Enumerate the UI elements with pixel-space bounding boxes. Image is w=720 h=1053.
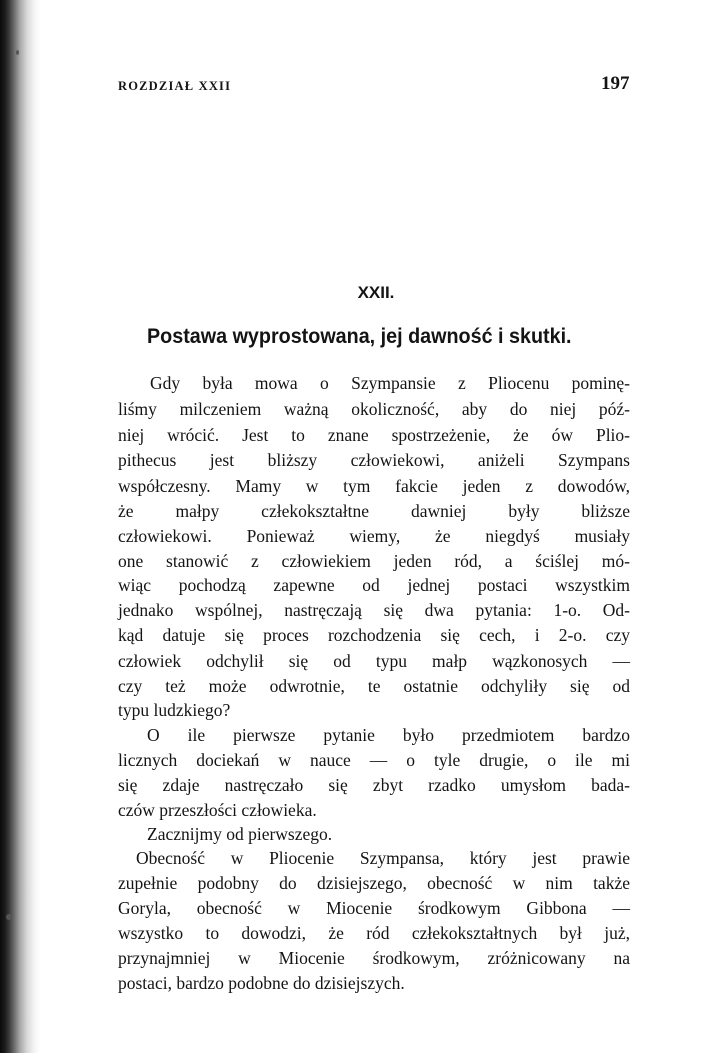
text-line: niej wrócić. Jest to znane spostrzeżenie, że ów Plio-	[118, 425, 630, 445]
text-line: Obecność w Pliocenie Szympansa, który jest prawie	[136, 848, 630, 868]
text-line: przynajmniej w Miocenie środkowym, zróżnicowany na	[118, 948, 630, 968]
text-line: kąd datuje się proces rozchodzenia się cech, i 2-o. czy	[118, 625, 630, 645]
text-line: pithecus jest bliższy człowiekowi, aniżeli Szympans	[118, 450, 630, 470]
text-line: się zdaje nastręczało się zbyt rzadko umysłom bada-	[118, 775, 630, 795]
text-line: czów przeszłości człowieka.	[118, 800, 317, 820]
text-line: człowiek odchylił się od typu małp wązkonosych —	[118, 651, 630, 671]
chapter-number: XXII.	[357, 283, 395, 302]
text-line: jednako wspólnej, nastręczają się dwa pytania: 1-o. Od-	[118, 600, 630, 620]
text-line: współczesny. Mamy w tym fakcie jeden z dowodów,	[118, 476, 630, 496]
text-line: Gdy była mowa o Szympansie z Pliocenu pominę-	[150, 373, 630, 393]
text-line: licznych dociekań w nauce — o tyle drugie, o ile mi	[118, 750, 630, 770]
page-binding-edge	[0, 0, 40, 1053]
scan-speck	[16, 50, 19, 55]
text-line: zupełnie podobny do dzisiejszego, obecność w nim także	[118, 873, 630, 893]
text-line: Zacznijmy od pierwszego.	[147, 824, 333, 844]
text-line: że małpy człekokształtne dawniej były bliższe	[118, 501, 630, 521]
text-line: wiąc pochodzą zapewne od jednej postaci wszystkim	[118, 575, 630, 595]
scan-speck	[6, 914, 12, 920]
text-line: Goryla, obecność w Miocenie środkowym Gibbona —	[118, 898, 630, 918]
text-line: czy też może odwrotnie, te ostatnie odchyliły się od	[118, 676, 630, 696]
running-head: ROZDZIAŁ XXII	[118, 79, 232, 93]
text-line: typu ludzkiego?	[118, 700, 231, 720]
text-line: wszystko to dowodzi, że ród człekokształtnych był już,	[118, 923, 630, 943]
text-line: O ile pierwsze pytanie było przedmiotem bardzo	[147, 725, 630, 745]
text-line: postaci, bardzo podobne do dzisiejszych.	[118, 973, 405, 993]
text-line: one stanowić z człowiekiem jeden ród, a ściślej mó-	[118, 551, 630, 571]
text-line: człowiekowi. Ponieważ wiemy, że niegdyś musiały	[118, 526, 630, 546]
text-line: liśmy milczeniem ważną okoliczność, aby do niej póź-	[118, 399, 630, 419]
page-number: 197	[601, 73, 630, 94]
chapter-title: Postawa wyprostowana, jej dawność i skutki.	[147, 325, 572, 348]
